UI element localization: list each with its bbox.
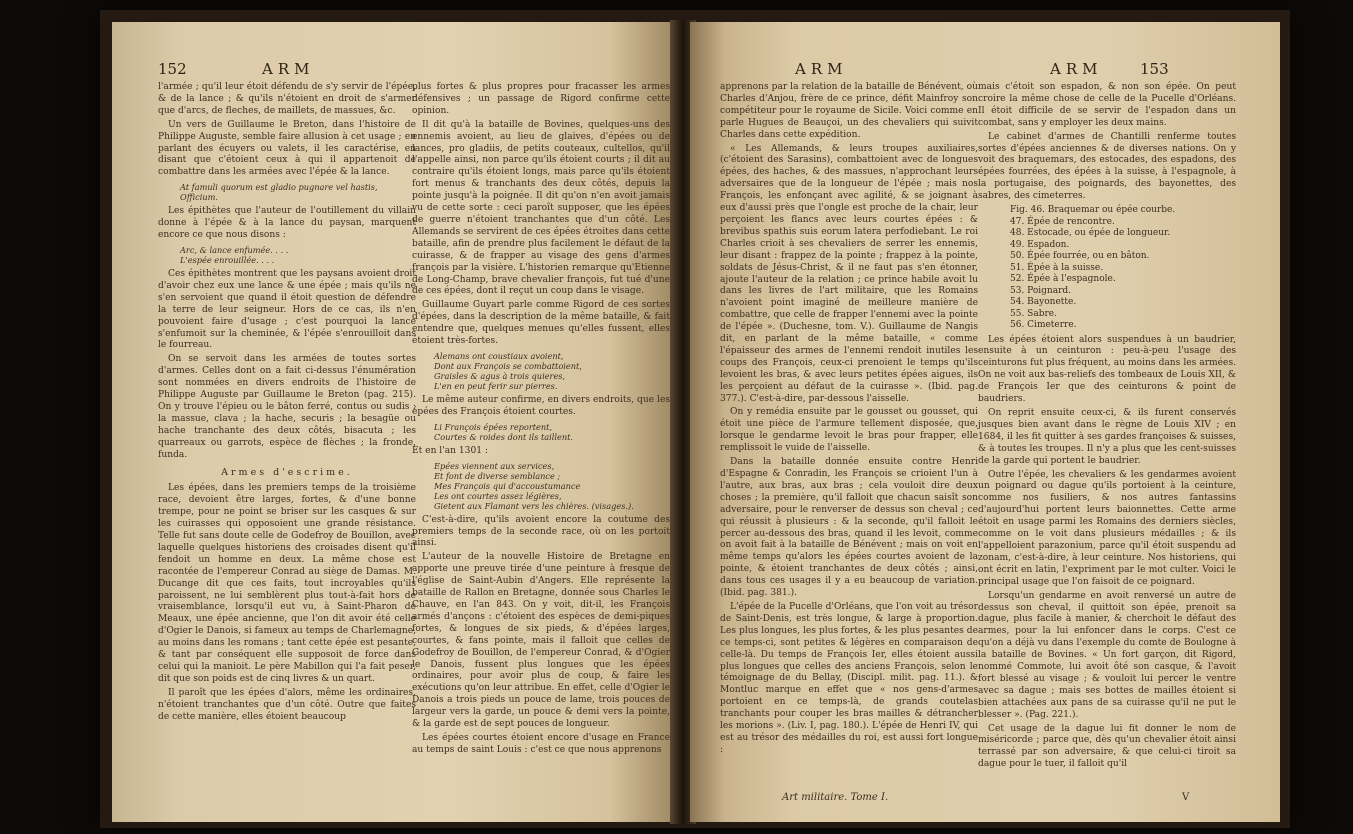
right-page [690, 22, 1280, 822]
list-item: 51. Épée à la suisse. [1010, 262, 1104, 273]
verse-line: Courtes & roides dont ils taillent. [434, 431, 573, 442]
paragraph: plus fortes & plus propres pour fracasser les armes défensives ; un passage de Rigord confirme cette opinion. [412, 82, 670, 116]
list-item: 50. Épée fourrée, ou en bâton. [1010, 251, 1150, 262]
verse-quote [434, 422, 670, 442]
paragraph: Outre l'épée, les chevaliers & les gendarmes avoient un poignard ou dague qu'ils portoient à la ceinture, comme nos fusiliers, & nos autres fantassins d'aujourd'hui portent leurs baionnettes. Cette arme étoit en usage parmi les Romains des derniers siècles, comme on le voit dans plusieurs médailles ; & ils l'appelloient parazonium, parce qu'il étoit suspendu ad zonam, c'est-à-dire, à leur ceinture. Nos historiens, qui ont écrit en latin, l'expriment par le mot culter. Voici le principal usage que l'on faisoit de ce poignard. [978, 469, 1236, 587]
list-item: 54. Bayonette. [1010, 297, 1077, 308]
paragraph: mais c'étoit son espadon, & non son épée. On peut croire la même chose de celle de la Pucelle d'Orléans. Il étoit difficile de se servir de l'espadon dans un combat, sans y employer les deux mains. [978, 82, 1236, 128]
paragraph: Dans la bataille donnée ensuite contre Henri d'Espagne & Conradin, les François se crioient l'un à l'autre, aux bras, aux bras ; cela vouloit dire deux choses ; la première, qu'il falloit que chacun saisît son adversaire, pour le renverser de dessus son cheval ; ce qui réussit à plusieurs : & la seconde, qu'il falloit le percer au-dessous des bras, quand il les levoit, comme on avoit fait à la bataille de Bénévent ; mais on voit en même temps qu'alors les épées courtes avoient de la pointe, & étoient tranchantes de deux côtés ; ainsi, dans tous ces usages il y a eu beaucoup de variation. (Ibid. pag. 381.). [720, 457, 978, 599]
paragraph: Un vers de Guillaume le Breton, dans l'histoire de Philippe Auguste, semble faire allusion à cet usage ; en parlant des écuyers ou valets, il les caractérise, en disant que c'étoient ceux à qui il appartenoit de combattre dans les armées avec l'épée & la lance. [158, 119, 416, 178]
paragraph: L'épée de la Pucelle d'Orléans, que l'on voit au trésor de Saint-Denis, est très longue, & large à proportion. Les plus longues, les plus fortes, & les plus pesantes de ce temps-ci, sont petites & légères en comparaison de celle-là. Du temps de François Ier, elles étoient aussi plus longues que celles des anciens François, selon le témoignage de du Bellay, (Discipl. milit. pag. 11.). & Montluc marque en effet que « nos gens-d'armes portoient en ce temps-là, de grands coutelas tranchants pour couper les bras mailles & détrancher les morions ». (Liv. I, pag. 180.). L'épée de Henri IV, qui est au trésor des médailles du roi, est aussi fort longue : [720, 601, 978, 755]
running-head-right-a: ARM [795, 60, 848, 78]
verse-quote [180, 245, 416, 265]
list-item: 48. Estocade, ou épée de longueur. [1010, 228, 1171, 239]
verse-line: Alemans ont coustiaux avoient, [434, 350, 564, 361]
paragraph: Le cabinet d'armes de Chantilli renferme toutes sortes d'épées anciennes & de diverses nations. On y voit des braquemars, des estocades, des espadons, des épées fourrées, des épées à la suisse, à l'espagnole, à la portugaise, des poignards, des bayonettes, des sabres, des cimeterres. [978, 131, 1236, 202]
paragraph: apprenons par la relation de la bataille de Bénévent, où Charles d'Anjou, frère de ce prince, défit Mainfroy son compétiteur pour le royaume de Sicile. Voici comme en parle Hugues de Beauçoi, un des chevaliers qui suivit Charles dans cette expédition. [720, 82, 978, 140]
left-page [112, 22, 677, 822]
paragraph: Il dit qu'à la bataille de Bovines, quelques-uns des ennemis avoient, au lieu de glaives, d'épées ou de lances, pro gladiis, de petits couteaux, cultellos, qu'il l'appelle ainsi, non parce qu'ils étoient courts ; il dit au contraire qu'ils étoient longs, mais parce qu'ils étoient fort menus & tranchants des deux côtés, depuis la pointe jusqu'à la poignée. Il dit qu'on n'en avoit jamais vu de cette sorte : ceci paroît supposer, que les épées de guerre n'étoient tranchantes que d'un côté. Les Allemands se servirent de ces épées étroites dans cette bataille, afin de prendre plus facilement le défaut de la cuirasse, & de frapper au visage des gens d'armes françois par la visière. L'historien remarque qu'Etienne de Long-Champ, brave chevalier françois, fut tué d'une de ces épées, dont il reçut un coup dans le visage. [412, 119, 670, 297]
verse-line: Officium. [180, 192, 218, 203]
running-head-left: ARM [262, 60, 315, 78]
verse-line: Et font de diverse semblance ; [434, 470, 561, 481]
list-item: 47. Épée de rencontre. [1010, 216, 1115, 227]
paragraph: Et en l'an 1301 : [412, 445, 488, 456]
verse-line: Les ont courtes assez légières, [434, 490, 562, 501]
paragraph: On se servoit dans les armées de toutes sortes d'armes. Celles dont on a fait ci-dessus l'énumération sont nommées en divers endroits de l'histoire de Philippe Auguste par Guillaume le Breton (pag. 215). On y trouve l'épieu ou le bâton ferré, contus ou sudis ; la massue, clava ; la hache, securis ; la besagüe ou hache tranchante des deux côtés, bisacuta ; les quarreaux ou garrots, espèce de flèches ; la fronde, funda. [158, 354, 416, 460]
paragraph: Les épées courtes étoient encore d'usage en France au temps de saint Louis : c'est ce que nous apprenons [412, 732, 670, 755]
right-page-column-1 [720, 82, 978, 759]
paragraph: Ces épithètes montrent que les paysans avoient droit d'avoir chez eux une lance & une épée ; mais qu'ils ne s'en servoient que quand il étoit question de défendre la terre de leur seigneur. Hors de ce cas, ils n'en pouvoient faire d'usage ; c'est pourquoi la lance s'enfumoit sur la cheminée, & l'épée s'enrouilloit dans le fourreau. [158, 268, 416, 351]
paragraph: C'est-à-dire, qu'ils avoient encore la coutume des premiers temps de la seconde race, où on les portoit ainsi. [412, 514, 670, 549]
verse-line: At famuli quorum est gladio pugnare vel hastis, [180, 182, 378, 193]
list-item: 49. Espadon. [1010, 239, 1070, 250]
verse-line: Arc, & lance enfumée. . . . [180, 244, 289, 255]
running-head-right-b: ARM [1050, 60, 1103, 78]
verse-quote [434, 351, 670, 391]
page-number-right: 153 [1140, 60, 1169, 78]
signature-mark: V [1182, 792, 1190, 803]
page-footer: Art militaire. Tome I. [782, 792, 889, 803]
paragraph: « Les Allemands, & leurs troupes auxiliaires, (c'étoient des Sarasins), combattoient avec de longues épées, des haches, & des massues, n'approchant leurs adversaires que de la longueur de l'épée ; mais nos François, les enfonçant avec agilité, & se joignant à eux d'aussi près que l'ongle est proche de la chair, leur perçoient les flancs avec leurs courtes épées : & brevibus spathis suis eorum latera perfodiebant. Le roi Charles crioit à ses chevaliers de serrer les ennemis, leur disant : frappez de la pointe ; frappez à la pointe, soldats de Jésus-Christ, & il ne faut pas s'en étonner, ajoute l'auteur de la relation ; ce prince habile avoit lu dans les livres de l'art militaire, que les Romains n'avoient point imaginé de meilleure manière de combattre, que celle de frapper l'ennemi avec la pointe de l'épée ». (Duchesne, tom. V.). Guillaume de Nangis dit, en parlant de la même bataille, « comme l'épaisseur des armes de l'ennemi rendoit inutiles les coups des François, ceux-ci prenoient le temps qu'ils levoient les bras, & avec leurs petites épées aigues, ils les perçoient au défaut de la cuirasse ». (Ibid. pag. 377.). C'est-à-dire, par-dessous l'aisselle. [720, 143, 978, 404]
verse-line: L'espée enrouillée. . . . [180, 254, 275, 265]
paragraph: Il paroît que les épées d'alors, même les ordinaires, n'étoient tranchantes que d'un côté. Outre que faites de cette manière, elles étoient beaucoup [158, 687, 416, 722]
verse-quote [434, 461, 670, 511]
paragraph: L'auteur de la nouvelle Histoire de Bretagne en apporte une preuve tirée d'une peinture à fresque de l'église de Saint-Aubin d'Angers. Elle représente la bataille de Rallon en Bretagne, donnée sous Charles le Chauve, en l'an 843. On y voit, dit-il, les François armés d'ançons : c'étoient des espèces de demi-piques fortes, & longues de six pieds, & d'épées larges, courtes, & fans pointe, mais il falloit que celles de Godefroy de Bouillon, de l'empereur Conrad, & d'Ogier le Danois, fussent plus longues que les épées ordinaires, pour avoir plus de coup, & faire les exécutions qu'on leur attribue. En effet, celle d'Ogier le Danois a trois pieds un pouce de lame, trois pouces de largeur vers la garde, un pouce & demi vers la pointe, & la garde est de sept pouces de longueur. [412, 552, 670, 730]
list-item: Fig. 46. Braquemar ou épée courbe. [1010, 205, 1176, 216]
list-item: 55. Sabre. [1010, 308, 1057, 319]
paragraph: Les épées étoient alors suspendues à un baudrier, ensuite à un ceinturon : peu-à-peu l'usage des ceinturons fut plus fréquent, au moins dans les armées. On ne voit aux bas-reliefs des tombeaux de Louis XII, & de François Ier que des ceinturons & point de baudriers. [978, 334, 1236, 405]
paragraph: Les épées, dans les premiers temps de la troisième race, devoient être larges, fortes, & d'une bonne trempe, pour ne point se briser sur les casques & sur les cuirasses qui opposoient une grande résistance. Telle fut sans doute celle de Godefroy de Bouillon, avec laquelle quelques historiens des croisades disent qu'il fendoit un homme en deux. La même chose est racontée de l'empereur Conrad au siège de Damas. M. Ducange dit que ces faits, tout incroyables qu'ils paroissent, ne lui semblèrent plus tout-à-fait hors de vraisemblance, lorsqu'il eut vu, à Saint-Pharon de Meaux, une épée ancienne, que l'on dit avoir été celle d'Ogier le Danois, si fameux au temps de Charlemagne, au moins dans les romans ; tant cette épée est pesante, & tant par conséquent elle supposoit de force dans celui qui la manioit. Le père Mabillon qui l'a fait peser, dit que son poids est de cinq livres & un quart. [158, 483, 416, 684]
figure-list [978, 205, 1236, 332]
verse-line: L'en en peut ferir sur pierres. [434, 380, 558, 391]
verse-line: Epées viennent aux services, [434, 460, 555, 471]
verse-line: Dont aux François se combattoient, [434, 360, 582, 371]
paragraph: l'armée ; qu'il leur étoit défendu de s'y servir de l'épée, & de la lance ; & qu'ils n'étoient en droit de s'armer que d'arcs, de fleches, de maillets, de massues, &c. [158, 82, 416, 116]
verse-line: Li François épées reportent, [434, 421, 553, 432]
section-heading: Armes d'escrime. [221, 467, 353, 479]
paragraph: On reprit ensuite ceux-ci, & ils furent conservés jusques bien avant dans le règne de Louis XIV ; en 1684, il les fit quitter à ses gardes françoises & suisses, & à toutes les troupes. Il n'y a plus que les cent-suisses de la garde qui portent le baudrier. [978, 408, 1236, 466]
left-page-column-2 [412, 82, 670, 759]
verse-line: Mes François qui d'accoustumance [434, 480, 581, 491]
verse-line: Graisles & agus à trois quieres, [434, 370, 566, 381]
left-page-column-1 [158, 82, 416, 726]
paragraph: Les épithètes que l'auteur de l'outillement du villain donne à l'épée & à la lance du paysan, marquent encore ce que nous disons : [158, 206, 416, 241]
list-item: 52. Épée à l'espagnole. [1010, 274, 1116, 285]
paragraph: Lorsqu'un gendarme en avoit renversé un autre de dessus son cheval, il quittoit son épée, prenoit sa dague, plus facile à manier, & cherchoit le défaut des armes, pour la lui enfoncer dans le corps. C'est ce qu'on a déjà vu dans l'exemple du comte de Boulogne à la bataille de Bovines. « Un fort garçon, dit Rigord, nommé Commote, lui avoit ôté son casque, & l'avoit fort blessé au visage ; & vouloit lui percer le ventre avec sa dague ; mais ses bottes de mailles étoient si bien attachées aux pans de sa cuirasse qu'il ne put le blesser ». (Pag. 221.). [978, 590, 1236, 720]
paragraph: On y remédia ensuite par le gousset ou gousset, qui étoit une pièce de l'armure tellement disposée, que, lorsque le gendarme levoit le bras pour frapper, elle remplissoit le vuide de l'aisselle. [720, 407, 978, 454]
page-number-left: 152 [158, 60, 187, 78]
open-book [100, 10, 1290, 828]
verse-line: Gietent aux Flamant vers les chières. (visages.). [434, 500, 634, 511]
list-item: 53. Poignard. [1010, 285, 1072, 296]
verse-quote [180, 182, 416, 202]
paragraph: Le même auteur confirme, en divers endroits, que les épées des François étoient courtes. [412, 394, 670, 417]
list-item: 56. Cimeterre. [1010, 320, 1077, 331]
paragraph: Guillaume Guyart parle comme Rigord de ces sortes d'épées, dans la description de la même bataille, & fait entendre que, quelques menues qu'elles fussent, elles étoient très-fortes. [412, 300, 670, 347]
right-page-column-2 [978, 82, 1236, 773]
paragraph: Cet usage de la dague lui fit donner le nom de miséricorde ; parce que, dès qu'un chevalier étoit ainsi terrassé par son adversaire, & que celui-ci tiroit sa dague pour le tuer, il falloit qu'il [978, 723, 1236, 770]
